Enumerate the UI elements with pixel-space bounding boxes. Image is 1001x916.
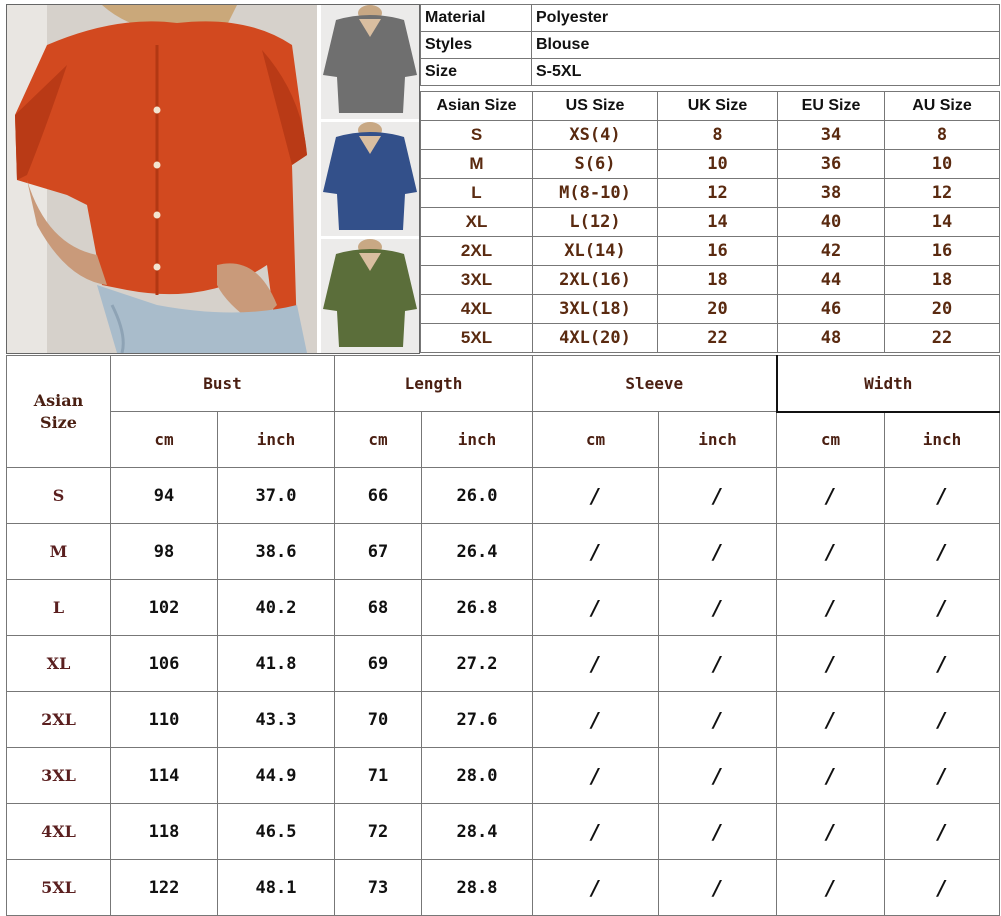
measurement-row xyxy=(7,524,1000,580)
length-cm-cell: 67 xyxy=(335,524,422,580)
sleeve-cm-cell: / xyxy=(533,748,659,804)
asian-size-cell: 5XL xyxy=(421,324,533,353)
measurement-row xyxy=(7,636,1000,692)
unit-inch: inch xyxy=(885,412,1000,468)
au-size-cell: 8 xyxy=(885,121,1000,150)
measurement-row xyxy=(7,692,1000,748)
unit-cm: cm xyxy=(335,412,422,468)
size-cell: XL xyxy=(7,636,111,692)
us-size-cell: 3XL(18) xyxy=(533,295,658,324)
length-cm-cell: 72 xyxy=(335,804,422,860)
eu-size-cell: 36 xyxy=(778,150,885,179)
width-inch-cell: / xyxy=(885,860,1000,916)
bust-inch-cell: 43.3 xyxy=(218,692,335,748)
asian-label: Asian xyxy=(33,390,84,410)
sleeve-inch-cell: / xyxy=(659,636,777,692)
size-row xyxy=(421,179,1000,208)
spec-value: S-5XL xyxy=(532,59,1000,86)
length-cm-cell: 71 xyxy=(335,748,422,804)
blouse-back-view-image xyxy=(7,5,317,353)
size-cell: L xyxy=(7,580,111,636)
unit-cm: cm xyxy=(111,412,218,468)
size-row xyxy=(421,266,1000,295)
measurement-group-header-row xyxy=(7,356,1000,412)
header-us-size: US Size xyxy=(533,92,658,121)
bust-cm-cell: 122 xyxy=(111,860,218,916)
sleeve-cm-cell: / xyxy=(533,524,659,580)
asian-size-cell: S xyxy=(421,121,533,150)
sleeve-cm-cell: / xyxy=(533,804,659,860)
width-cm-cell: / xyxy=(777,636,885,692)
asian-size-cell: XL xyxy=(421,208,533,237)
size-cell: M xyxy=(7,524,111,580)
us-size-cell: 2XL(16) xyxy=(533,266,658,295)
eu-size-cell: 34 xyxy=(778,121,885,150)
width-inch-cell: / xyxy=(885,468,1000,524)
sleeve-inch-cell: / xyxy=(659,860,777,916)
asian-size-cell: M xyxy=(421,150,533,179)
product-photo-panel xyxy=(6,4,420,354)
measurement-unit-header-row xyxy=(7,412,1000,468)
size-row xyxy=(421,150,1000,179)
size-header-row xyxy=(421,92,1000,121)
main-product-photo xyxy=(7,5,317,353)
spec-label: Material xyxy=(421,5,532,32)
us-size-cell: L(12) xyxy=(533,208,658,237)
width-cm-cell: / xyxy=(777,468,885,524)
us-size-cell: S(6) xyxy=(533,150,658,179)
au-size-cell: 16 xyxy=(885,237,1000,266)
sleeve-cm-cell: / xyxy=(533,692,659,748)
width-cm-cell: / xyxy=(777,748,885,804)
sleeve-cm-cell: / xyxy=(533,580,659,636)
width-cm-cell: / xyxy=(777,860,885,916)
header-eu-size: EU Size xyxy=(778,92,885,121)
au-size-cell: 20 xyxy=(885,295,1000,324)
length-inch-cell: 26.4 xyxy=(422,524,533,580)
header-au-size: AU Size xyxy=(885,92,1000,121)
sleeve-inch-cell: / xyxy=(659,524,777,580)
length-inch-cell: 28.4 xyxy=(422,804,533,860)
measurement-row xyxy=(7,748,1000,804)
header-uk-size: UK Size xyxy=(658,92,778,121)
eu-size-cell: 38 xyxy=(778,179,885,208)
length-inch-cell: 28.8 xyxy=(422,860,533,916)
uk-size-cell: 22 xyxy=(658,324,778,353)
length-inch-cell: 28.0 xyxy=(422,748,533,804)
eu-size-cell: 44 xyxy=(778,266,885,295)
length-inch-cell: 27.6 xyxy=(422,692,533,748)
size-row xyxy=(421,121,1000,150)
asian-size-cell: L xyxy=(421,179,533,208)
eu-size-cell: 48 xyxy=(778,324,885,353)
bust-cm-cell: 118 xyxy=(111,804,218,860)
size-conversion-table xyxy=(420,91,1000,353)
length-cm-cell: 66 xyxy=(335,468,422,524)
size-row xyxy=(421,208,1000,237)
width-cm-cell: / xyxy=(777,580,885,636)
width-inch-cell: / xyxy=(885,692,1000,748)
uk-size-cell: 14 xyxy=(658,208,778,237)
spec-row-styles xyxy=(421,32,1000,59)
us-size-cell: 4XL(20) xyxy=(533,324,658,353)
size-cell: 2XL xyxy=(7,692,111,748)
thumb-green-blouse xyxy=(321,239,419,353)
width-inch-cell: / xyxy=(885,524,1000,580)
sleeve-cm-cell: / xyxy=(533,468,659,524)
size-row xyxy=(421,295,1000,324)
length-inch-cell: 26.0 xyxy=(422,468,533,524)
width-inch-cell: / xyxy=(885,804,1000,860)
bust-inch-cell: 37.0 xyxy=(218,468,335,524)
spec-value: Polyester xyxy=(532,5,1000,32)
bust-inch-cell: 38.6 xyxy=(218,524,335,580)
eu-size-cell: 46 xyxy=(778,295,885,324)
bust-cm-cell: 114 xyxy=(111,748,218,804)
bust-cm-cell: 102 xyxy=(111,580,218,636)
width-inch-cell: / xyxy=(885,748,1000,804)
bust-inch-cell: 41.8 xyxy=(218,636,335,692)
asian-size-cell: 2XL xyxy=(421,237,533,266)
sleeve-inch-cell: / xyxy=(659,468,777,524)
au-size-cell: 18 xyxy=(885,266,1000,295)
us-size-cell: M(8-10) xyxy=(533,179,658,208)
unit-inch: inch xyxy=(422,412,533,468)
spec-label: Styles xyxy=(421,32,532,59)
spec-value: Blouse xyxy=(532,32,1000,59)
thumb-blue-blouse xyxy=(321,122,419,236)
width-cm-cell: / xyxy=(777,692,885,748)
unit-cm: cm xyxy=(777,412,885,468)
uk-size-cell: 20 xyxy=(658,295,778,324)
length-inch-cell: 26.8 xyxy=(422,580,533,636)
uk-size-cell: 10 xyxy=(658,150,778,179)
product-spec-table xyxy=(420,4,1000,86)
eu-size-cell: 40 xyxy=(778,208,885,237)
measurement-row xyxy=(7,580,1000,636)
unit-inch: inch xyxy=(218,412,335,468)
thumb-gray-blouse xyxy=(321,5,419,119)
length-cm-cell: 70 xyxy=(335,692,422,748)
size-cell: 3XL xyxy=(7,748,111,804)
size-label: Size xyxy=(40,412,77,432)
bust-inch-cell: 44.9 xyxy=(218,748,335,804)
measurement-row xyxy=(7,860,1000,916)
sleeve-cm-cell: / xyxy=(533,860,659,916)
width-inch-cell: / xyxy=(885,580,1000,636)
uk-size-cell: 8 xyxy=(658,121,778,150)
measurement-table xyxy=(6,355,1000,916)
header-width: Width xyxy=(777,356,1000,412)
au-size-cell: 12 xyxy=(885,179,1000,208)
sleeve-cm-cell: / xyxy=(533,636,659,692)
sleeve-inch-cell: / xyxy=(659,804,777,860)
bust-cm-cell: 106 xyxy=(111,636,218,692)
sleeve-inch-cell: / xyxy=(659,580,777,636)
header-length: Length xyxy=(335,356,533,412)
spec-row-size xyxy=(421,59,1000,86)
bust-cm-cell: 110 xyxy=(111,692,218,748)
size-table-body xyxy=(421,121,1000,353)
spec-row-material xyxy=(421,5,1000,32)
au-size-cell: 14 xyxy=(885,208,1000,237)
bust-inch-cell: 46.5 xyxy=(218,804,335,860)
asian-size-cell: 3XL xyxy=(421,266,533,295)
bust-cm-cell: 94 xyxy=(111,468,218,524)
sleeve-inch-cell: / xyxy=(659,748,777,804)
eu-size-cell: 42 xyxy=(778,237,885,266)
size-cell: S xyxy=(7,468,111,524)
length-cm-cell: 69 xyxy=(335,636,422,692)
sleeve-inch-cell: / xyxy=(659,692,777,748)
size-cell: 5XL xyxy=(7,860,111,916)
size-cell: 4XL xyxy=(7,804,111,860)
length-inch-cell: 27.2 xyxy=(422,636,533,692)
size-row xyxy=(421,237,1000,266)
header-asian-size: Asian Size xyxy=(421,92,533,121)
width-cm-cell: / xyxy=(777,524,885,580)
uk-size-cell: 12 xyxy=(658,179,778,208)
bust-inch-cell: 40.2 xyxy=(218,580,335,636)
length-cm-cell: 68 xyxy=(335,580,422,636)
unit-cm: cm xyxy=(533,412,659,468)
width-inch-cell: / xyxy=(885,636,1000,692)
measurement-table-body xyxy=(7,468,1000,916)
header-bust: Bust xyxy=(111,356,335,412)
size-row xyxy=(421,324,1000,353)
spec-label: Size xyxy=(421,59,532,86)
header-asian-size xyxy=(7,356,111,468)
measurement-row xyxy=(7,468,1000,524)
us-size-cell: XS(4) xyxy=(533,121,658,150)
header-sleeve: Sleeve xyxy=(533,356,777,412)
length-cm-cell: 73 xyxy=(335,860,422,916)
us-size-cell: XL(14) xyxy=(533,237,658,266)
au-size-cell: 22 xyxy=(885,324,1000,353)
measurement-row xyxy=(7,804,1000,860)
unit-inch: inch xyxy=(659,412,777,468)
uk-size-cell: 16 xyxy=(658,237,778,266)
bust-inch-cell: 48.1 xyxy=(218,860,335,916)
bust-cm-cell: 98 xyxy=(111,524,218,580)
asian-size-cell: 4XL xyxy=(421,295,533,324)
uk-size-cell: 18 xyxy=(658,266,778,295)
au-size-cell: 10 xyxy=(885,150,1000,179)
width-cm-cell: / xyxy=(777,804,885,860)
